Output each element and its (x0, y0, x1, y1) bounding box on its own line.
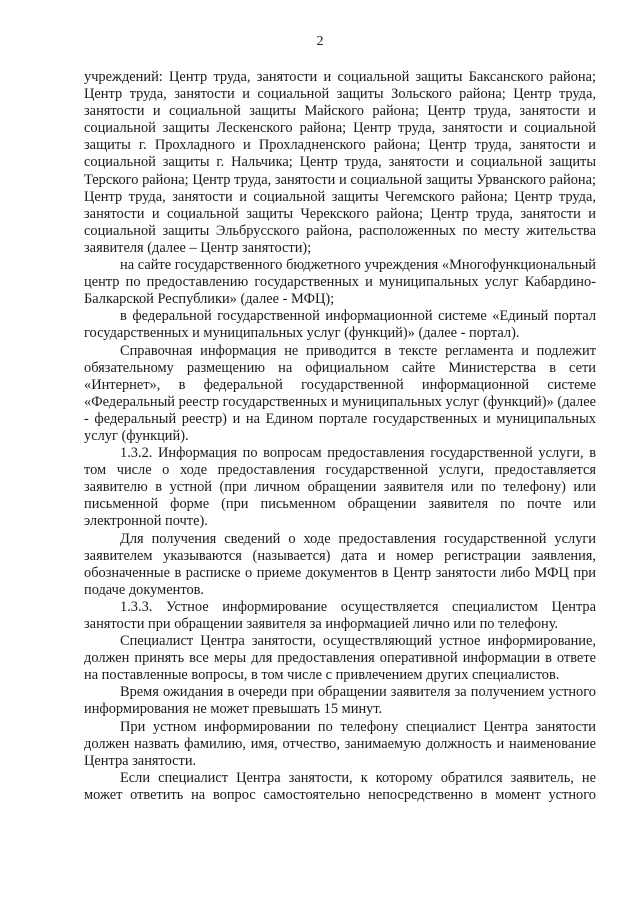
paragraph-progress-info: Для получения сведений о ходе предоставления государственной услуги заявителем указываются (называется) дата и номер регистрации заявления, обозначенные в расписке о приеме документов в Центр занятости либо МФЦ при подаче документов. (84, 530, 596, 598)
paragraph-section-1-3-2: 1.3.2. Информация по вопросам предоставления государственной услуги, в том числе о ходе предоставления государственной услуги, предоставляется заявителю в устной (при личном обращении заявителя или по телефону) или письменной форме (при письменном обращении заявителя по почте или электронной почте). (84, 445, 596, 530)
paragraph-unified-portal: в федеральной государственной информационной системе «Единый портал государственных и муниципальных услуг (функций)» (далее - портал). (84, 308, 596, 342)
paragraph-phone-info: При устном информировании по телефону специалист Центра занятости должен назвать фамилию, имя, отчество, занимаемую должность и наименование Центра занятости. (84, 718, 596, 769)
paragraph-specialist-duties: Специалист Центра занятости, осуществляющий устное информирование, должен принять все меры для предоставления оперативной информации в ответе на поставленные вопросы, в том числе с привлечением других специалистов. (84, 633, 596, 684)
paragraph-waiting-time: Время ожидания в очереди при обращении заявителя за получением устного информирования не может превышать 15 минут. (84, 684, 596, 718)
paragraph-unable-to-answer: Если специалист Центра занятости, к которому обратился заявитель, не может ответить на вопрос самостоятельно непосредственно в момент устного (84, 769, 596, 803)
paragraph-reference-info: Справочная информация не приводится в тексте регламента и подлежит обязательному размещению на официальном сайте Министерства в сети «Интернет», в федеральной государственной информационной системе «Федеральный реестр государственных и муниципальных услуг (функций)» (далее - федеральный реестр) и на Едином портале государственных и муниципальных услуг (функций). (84, 342, 596, 444)
page-number: 2 (316, 34, 324, 49)
paragraph-centers-list: учреждений: Центр труда, занятости и социальной защиты Баксанского района; Центр труда, занятости и социальной защиты Зольского района; Центр труда, занятости и социальной защиты Майского района; Центр труда, занятости и социальной защиты Лескенского района; Центр труда, занятости и социальной защиты г. Прохладного и Прохладненского района; Центр труда, занятости и социальной защиты г. Нальчика; Центр труда, занятости и социальной защиты Терского района; Центр труда, занятости и социальной защиты Урванского района; Центр труда, занятости и социальной защиты Чегемского района; Центр труда, занятости и социальной защиты Черекского района; Центр труда, занятости и социальной защиты Эльбрусского района, расположенных по месту жительства заявителя (далее – Центр занятости); (84, 69, 596, 256)
paragraph-mfc-site: на сайте государственного бюджетного учреждения «Многофункциональный центр по предоставлению государственных и муниципальных услуг Кабардино-Балкарской Республики» (далее - МФЦ); (84, 257, 596, 308)
paragraph-section-1-3-3: 1.3.3. Устное информирование осуществляется специалистом Центра занятости при обращении заявителя за информацией лично или по телефону. (84, 598, 596, 632)
document-body (84, 69, 596, 804)
